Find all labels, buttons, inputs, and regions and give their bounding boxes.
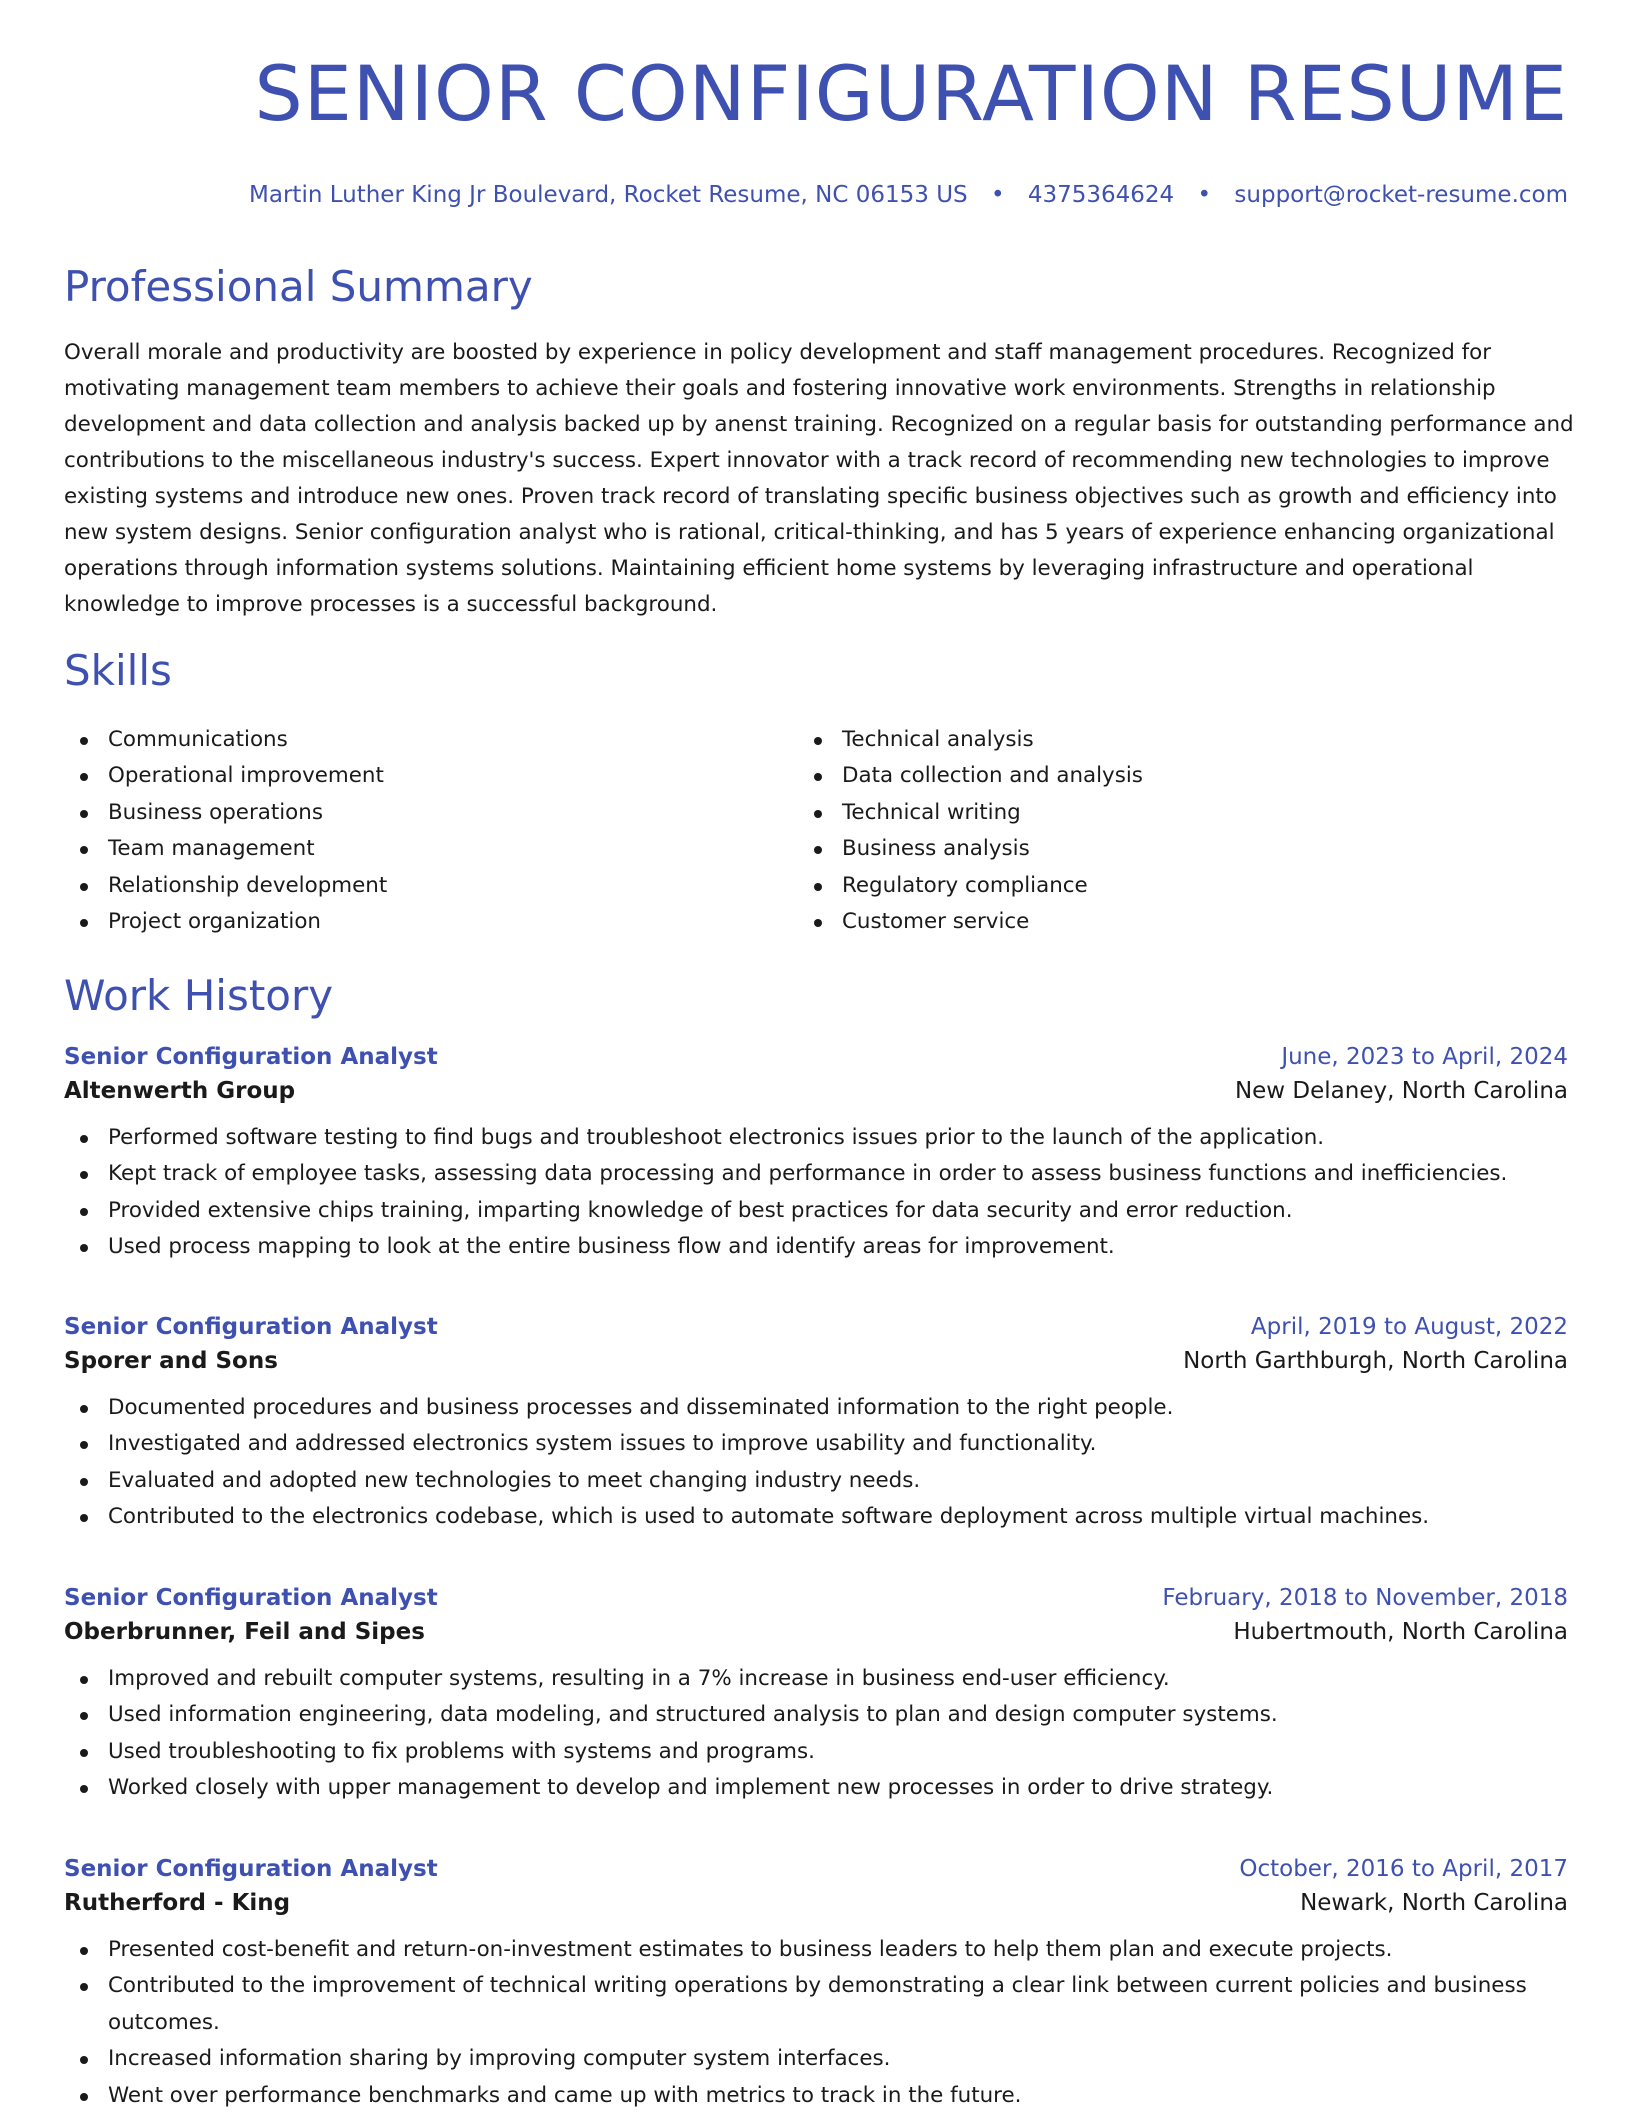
- job-entry: [64, 1314, 1568, 1536]
- skill-item: Operational improvement: [64, 758, 387, 794]
- job-bullet: Used troubleshooting to fix problems with systems and programs.: [64, 1734, 1568, 1770]
- skill-item: Relationship development: [64, 868, 387, 904]
- job-bullets: [64, 1932, 1568, 2114]
- job-bullet: Increased information sharing by improving computer system interfaces.: [64, 2041, 1568, 2077]
- resume-title: SENIOR CONFIGURATION RESUME: [254, 49, 1568, 138]
- job-bullet: Provided extensive chips training, imparting knowledge of best practices for data security and error reduction.: [64, 1193, 1568, 1229]
- job-title: Senior Configuration Analyst: [64, 1585, 438, 1611]
- job-bullet: Improved and rebuilt computer systems, resulting in a 7% increase in business end-user efficiency.: [64, 1661, 1568, 1697]
- job-bullet: Went over performance benchmarks and came up with metrics to track in the future.: [64, 2078, 1568, 2114]
- skill-item: Technical writing: [798, 795, 1143, 831]
- summary-text: Overall morale and productivity are boosted by experience in policy development and staff management procedures. Recognized for motivating management team members to achieve their goals and fostering innovative work environments. Strengths in relationship development and data collection and analysis backed up by anenst training. Recognized on a regular basis for outstanding performance and contributions to the miscellaneous industry's success. Expert innovator with a track record of recommending new technologies to improve existing systems and introduce new ones. Proven track record of translating specific business objectives such as growth and efficiency into new system designs. Senior configuration analyst who is rational, critical-thinking, and has 5 years of experience enhancing organizational operations through information systems solutions. Maintaining efficient home systems by leveraging infrastructure and operational knowledge to improve processes is a successful background.: [64, 340, 1574, 617]
- job-location: Newark, North Carolina: [1300, 1890, 1568, 1916]
- job-company: Altenwerth Group: [64, 1078, 296, 1104]
- job-bullet: Kept track of employee tasks, assessing data processing and performance in order to assess business functions and inefficiencies.: [64, 1156, 1568, 1192]
- job-company: Rutherford - King: [64, 1890, 291, 1916]
- job-bullet: Worked closely with upper management to develop and implement new processes in order to drive strategy.: [64, 1770, 1568, 1806]
- skills-heading: Skills: [64, 646, 172, 695]
- contact-email: support@rocket-resume.com: [1234, 182, 1568, 208]
- job-title: Senior Configuration Analyst: [64, 1856, 438, 1882]
- job-location: New Delaney, North Carolina: [1234, 1078, 1568, 1104]
- job-bullet: Used process mapping to look at the entire business flow and identify areas for improvement.: [64, 1229, 1568, 1265]
- skill-item: Business operations: [64, 795, 387, 831]
- job-location: North Garthburgh, North Carolina: [1183, 1348, 1568, 1374]
- job-bullets: [64, 1390, 1568, 1536]
- job-bullets: [64, 1120, 1568, 1266]
- job-company: Sporer and Sons: [64, 1348, 278, 1374]
- work-history-heading: Work History: [64, 971, 334, 1020]
- job-bullet: Used information engineering, data modeling, and structured analysis to plan and design computer systems.: [64, 1697, 1568, 1733]
- skills-list-right: [798, 722, 1143, 940]
- skill-item: Team management: [64, 831, 387, 867]
- skill-item: Customer service: [798, 904, 1143, 940]
- skill-item: Communications: [64, 722, 387, 758]
- job-entry: [64, 1585, 1568, 1807]
- job-bullet: Investigated and addressed electronics system issues to improve usability and functionality.: [64, 1426, 1568, 1462]
- skill-item: Regulatory compliance: [798, 868, 1143, 904]
- skill-item: Data collection and analysis: [798, 758, 1143, 794]
- job-entry: [64, 1856, 1568, 2114]
- job-bullet: Contributed to the improvement of technical writing operations by demonstrating a clear link between current policies and business outcomes.: [64, 1968, 1568, 2041]
- skill-item: Project organization: [64, 904, 387, 940]
- job-bullets: [64, 1661, 1568, 1807]
- job-bullet: Documented procedures and business processes and disseminated information to the right people.: [64, 1390, 1568, 1426]
- contact-separator: •: [990, 182, 1005, 208]
- contact-line: [249, 182, 1568, 210]
- skills-list-left: [64, 722, 387, 940]
- job-dates: April, 2019 to August, 2022: [1250, 1314, 1568, 1340]
- skill-item: Business analysis: [798, 831, 1143, 867]
- job-entry: [64, 1044, 1568, 1266]
- job-bullet: Performed software testing to find bugs and troubleshoot electronics issues prior to the launch of the application.: [64, 1120, 1568, 1156]
- contact-address: Martin Luther King Jr Boulevard, Rocket Resume, NC 06153 US: [249, 182, 968, 208]
- contact-phone: 4375364624: [1027, 182, 1175, 208]
- job-bullet: Evaluated and adopted new technologies to meet changing industry needs.: [64, 1463, 1568, 1499]
- job-title: Senior Configuration Analyst: [64, 1314, 438, 1340]
- job-dates: June, 2023 to April, 2024: [1281, 1044, 1568, 1070]
- job-title: Senior Configuration Analyst: [64, 1044, 438, 1070]
- job-company: Oberbrunner, Feil and Sipes: [64, 1619, 425, 1645]
- job-bullet: Contributed to the electronics codebase, which is used to automate software deployment across multiple virtual machines.: [64, 1499, 1568, 1535]
- job-location: Hubertmouth, North Carolina: [1233, 1619, 1568, 1645]
- contact-separator: •: [1197, 182, 1212, 208]
- job-dates: February, 2018 to November, 2018: [1162, 1585, 1568, 1611]
- job-bullet: Presented cost-benefit and return-on-investment estimates to business leaders to help them plan and execute projects.: [64, 1932, 1568, 1968]
- summary-heading: Professional Summary: [64, 262, 533, 311]
- job-dates: October, 2016 to April, 2017: [1239, 1856, 1568, 1882]
- skill-item: Technical analysis: [798, 722, 1143, 758]
